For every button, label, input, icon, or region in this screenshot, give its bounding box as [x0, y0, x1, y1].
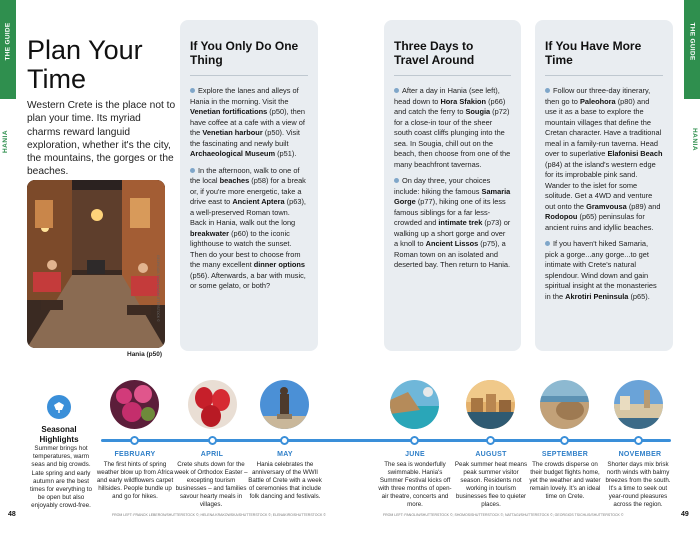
bullet-dot	[190, 168, 195, 173]
place-name: Hora Sfakion	[440, 96, 487, 106]
may-monument-photo	[260, 380, 309, 429]
text-run: (p84) at the island's western edge for its improbable pink sand. Wander to the islet for some solitude. Get a 4WD and venture out onto the	[545, 159, 656, 211]
panel-three-days	[384, 20, 521, 351]
text-run: In the afternoon, walk to one of the local	[190, 165, 300, 185]
place-name: Gramvousa	[586, 201, 627, 211]
text-run: (p73) or walking up a short gorge and over a knoll to	[394, 218, 511, 248]
month-label: SEPTEMBER	[541, 451, 589, 458]
side-region-label: HANIA	[690, 127, 698, 152]
hania-street-photo	[27, 180, 165, 348]
text-run: (p63), a well-preserved Roman town. Back in Hania, walk out the long	[190, 197, 306, 227]
month-text: Shorter days mix brisk north winds with balmy breezes from the south. It's a time to seek out year-round pleasures across the region.	[605, 461, 671, 508]
side-tab-label: THE GUIDE	[688, 22, 696, 61]
place-name: Samaria Gorge	[394, 186, 511, 206]
side-tab-right	[684, 0, 700, 99]
place-name: Archaeological Museum	[190, 149, 276, 158]
text-run: (p60) to the iconic lighthouse to watch the sunset. Then do your best to choose from the many excellent	[190, 228, 301, 269]
month-text: The sea is wonderfully swimmable. Hania's Summer Festival kicks off with three months of open-air theatre, concerts and more.	[378, 461, 452, 508]
side-tab-label: THE GUIDE	[4, 22, 12, 61]
photo-caption: Hania (p50)	[127, 351, 163, 358]
timeline-marker	[486, 436, 495, 445]
november-town-photo	[614, 380, 663, 429]
panel-paragraph	[545, 239, 663, 302]
page-number-left: 48	[8, 511, 16, 518]
text-run: If you haven't hiked Samaria, pick a gorge...any gorge...to get intimate with Crete's natural splendour. Wind down and gain spiritual insight at the monasteries in the	[545, 239, 657, 301]
text-run: Follow our three-day itinerary, then go to	[545, 86, 651, 106]
june-beach-photo	[390, 380, 439, 429]
month-label: FEBRUARY	[114, 451, 156, 458]
february-flowers-photo	[110, 380, 159, 429]
bullet-dot	[190, 88, 195, 93]
page-title	[27, 36, 143, 94]
text-run: (p89) and	[626, 201, 661, 211]
timeline-marker	[130, 436, 139, 445]
place-name: Akrotiri Peninsula	[565, 291, 629, 301]
place-name: Venetian fortifications	[190, 107, 268, 116]
text-run: (p80) and use it as a base to explore the mountain villages that define the Cretan character. Have a traditional meal in a family-run taverna. Head over to superlative	[545, 96, 662, 158]
timeline-marker	[634, 436, 643, 445]
panel-title: Three Days to Travel Around	[394, 40, 511, 76]
bullet-dot	[545, 241, 550, 246]
text-run: (p75), a Roman town on an isolated and deserted bay. Then return to Hania.	[394, 239, 510, 269]
panel-title: If You Only Do One Thing	[190, 40, 308, 76]
text-run: (p65) peninsulas for ancient ruins and idyllic beaches.	[545, 212, 654, 232]
panel-more-time	[535, 20, 673, 351]
panel-paragraph	[190, 166, 308, 292]
month-text: Crete shuts down for the week of Orthodox Easter – excepting tourism businesses – and families savour hearty meals in villages.	[174, 461, 248, 508]
timeline-marker	[280, 436, 289, 445]
month-text: Hania celebrates the anniversary of the WWII Battle of Crete with a week of ceremonies that include folk dancing and festivals.	[248, 461, 322, 500]
photo-credit: GEORGIOS TSICHLIS/SHUTTERSTOCK ©	[156, 255, 160, 322]
place-name: Ancient Lissos	[425, 239, 479, 248]
text-run: (p77), hiking one of its less famous siblings for a far less-crowded and	[394, 197, 506, 227]
text-run: After a day in Hania (see left), head down to	[394, 86, 500, 106]
panel-paragraph	[394, 176, 511, 271]
intro-text: Western Crete is the place not to plan your time. Its myriad charms reward languid exploration, whether it's the city, the mountains, the gorges or the beaches.	[27, 100, 176, 178]
month-label: NOVEMBER	[618, 451, 662, 458]
text-run: (p50), then have coffee at a cafe with a view of the	[190, 107, 306, 137]
month-text: The crowds disperse on their budget flights home, yet the weather and water remain lovely. It's an ideal time on Crete.	[529, 461, 601, 500]
text-run: (p51).	[275, 149, 297, 158]
seasonal-text: Summer brings hot temperatures, warm seas and big crowds. Late spring and early autumn are the best times for everything to be open but also enjoyably crowd-free.	[30, 445, 92, 510]
page-title-line: Time	[27, 64, 86, 94]
panel-title: If You Have More Time	[545, 40, 663, 76]
timeline-marker	[208, 436, 217, 445]
panel-paragraph	[190, 86, 308, 160]
panel-one-thing	[180, 20, 318, 351]
place-name: Sougia	[465, 107, 491, 116]
side-region-label: HANIA	[2, 129, 10, 154]
month-label: MAY	[277, 451, 293, 458]
side-tab-left	[0, 0, 16, 99]
bullet-dot	[545, 88, 550, 93]
seasonal-title: Seasonal Highlights	[39, 425, 79, 444]
text-run: (p72) for a close-in tour of the sheer south coast cliffs plunging into the sea. In Sougia, chill out on the beach, then choose from one of the many beachfront tavernas.	[394, 107, 511, 169]
place-name: Ancient Aptera	[232, 197, 285, 206]
timeline-marker	[410, 436, 419, 445]
text-run: (p65).	[628, 291, 650, 301]
place-name: beaches	[219, 176, 250, 185]
place-name: Rodopou	[545, 212, 578, 221]
text-run: On day three, your choices include: hiking the famous	[394, 176, 491, 196]
place-name: Elafonisi Beach	[607, 149, 663, 158]
timeline-line	[101, 439, 671, 442]
place-name: intimate trek	[438, 218, 483, 227]
april-eggs-photo	[188, 380, 237, 429]
panel-paragraph	[545, 86, 663, 233]
month-label: AUGUST	[475, 451, 507, 458]
august-harbour-photo	[466, 380, 515, 429]
page-number-right: 49	[681, 511, 689, 518]
timeline-marker	[560, 436, 569, 445]
place-name: dinner options	[253, 260, 306, 269]
text-run: (p50). Visit the fascinating and newly built	[190, 128, 300, 148]
september-seaside-photo	[540, 380, 589, 429]
text-run: (p58) for a break or, if you're more energetic, take a drive east to	[190, 176, 306, 206]
place-name: Paleohora	[579, 96, 616, 106]
month-text: The first hints of spring weather blow up from Africa and early wildflowers carpet hillsides. People bundle up and go for hikes.	[96, 461, 174, 500]
text-run: (p56). Afterwards, a bar with music, or some gelato, or both?	[190, 270, 306, 290]
month-label: APRIL	[200, 451, 224, 458]
month-text: Peak summer heat means peak summer visitor season. Residents not working in tourism businesses flee to quieter places.	[454, 461, 528, 508]
bullet-dot	[394, 88, 399, 93]
place-name: Venetian harbour	[202, 128, 263, 137]
text-run: (p66) and catch the ferry to	[394, 96, 506, 116]
photo-credits-right: FROM LEFT: PANOLIN/SHUTTERSTOCK ©; SHOMOS/SHUTTERSTOCK ©; NATTAGI/SHUTTERSTOCK ©; GEORGIOS TSICHLIS/SHUTTERSTOCK ©	[383, 513, 624, 517]
page-title-line: Plan Your	[27, 35, 143, 65]
place-name: breakwater	[190, 228, 230, 238]
photo-credits-left: FROM LEFT: FRANCK LEBERON/SHUTTERSTOCK ©; HELENA KRAKOWSKA/SHUTTERSTOCK ©; ELENAKIRO/SHUTTERSTOCK ©	[112, 513, 326, 517]
month-label: JUNE	[405, 451, 425, 458]
text-run: Explore the lanes and alleys of Hania in the morning. Visit the	[190, 86, 299, 106]
seasonal-highlights-icon	[47, 395, 71, 419]
bullet-dot	[394, 178, 399, 183]
panel-paragraph	[394, 86, 511, 170]
